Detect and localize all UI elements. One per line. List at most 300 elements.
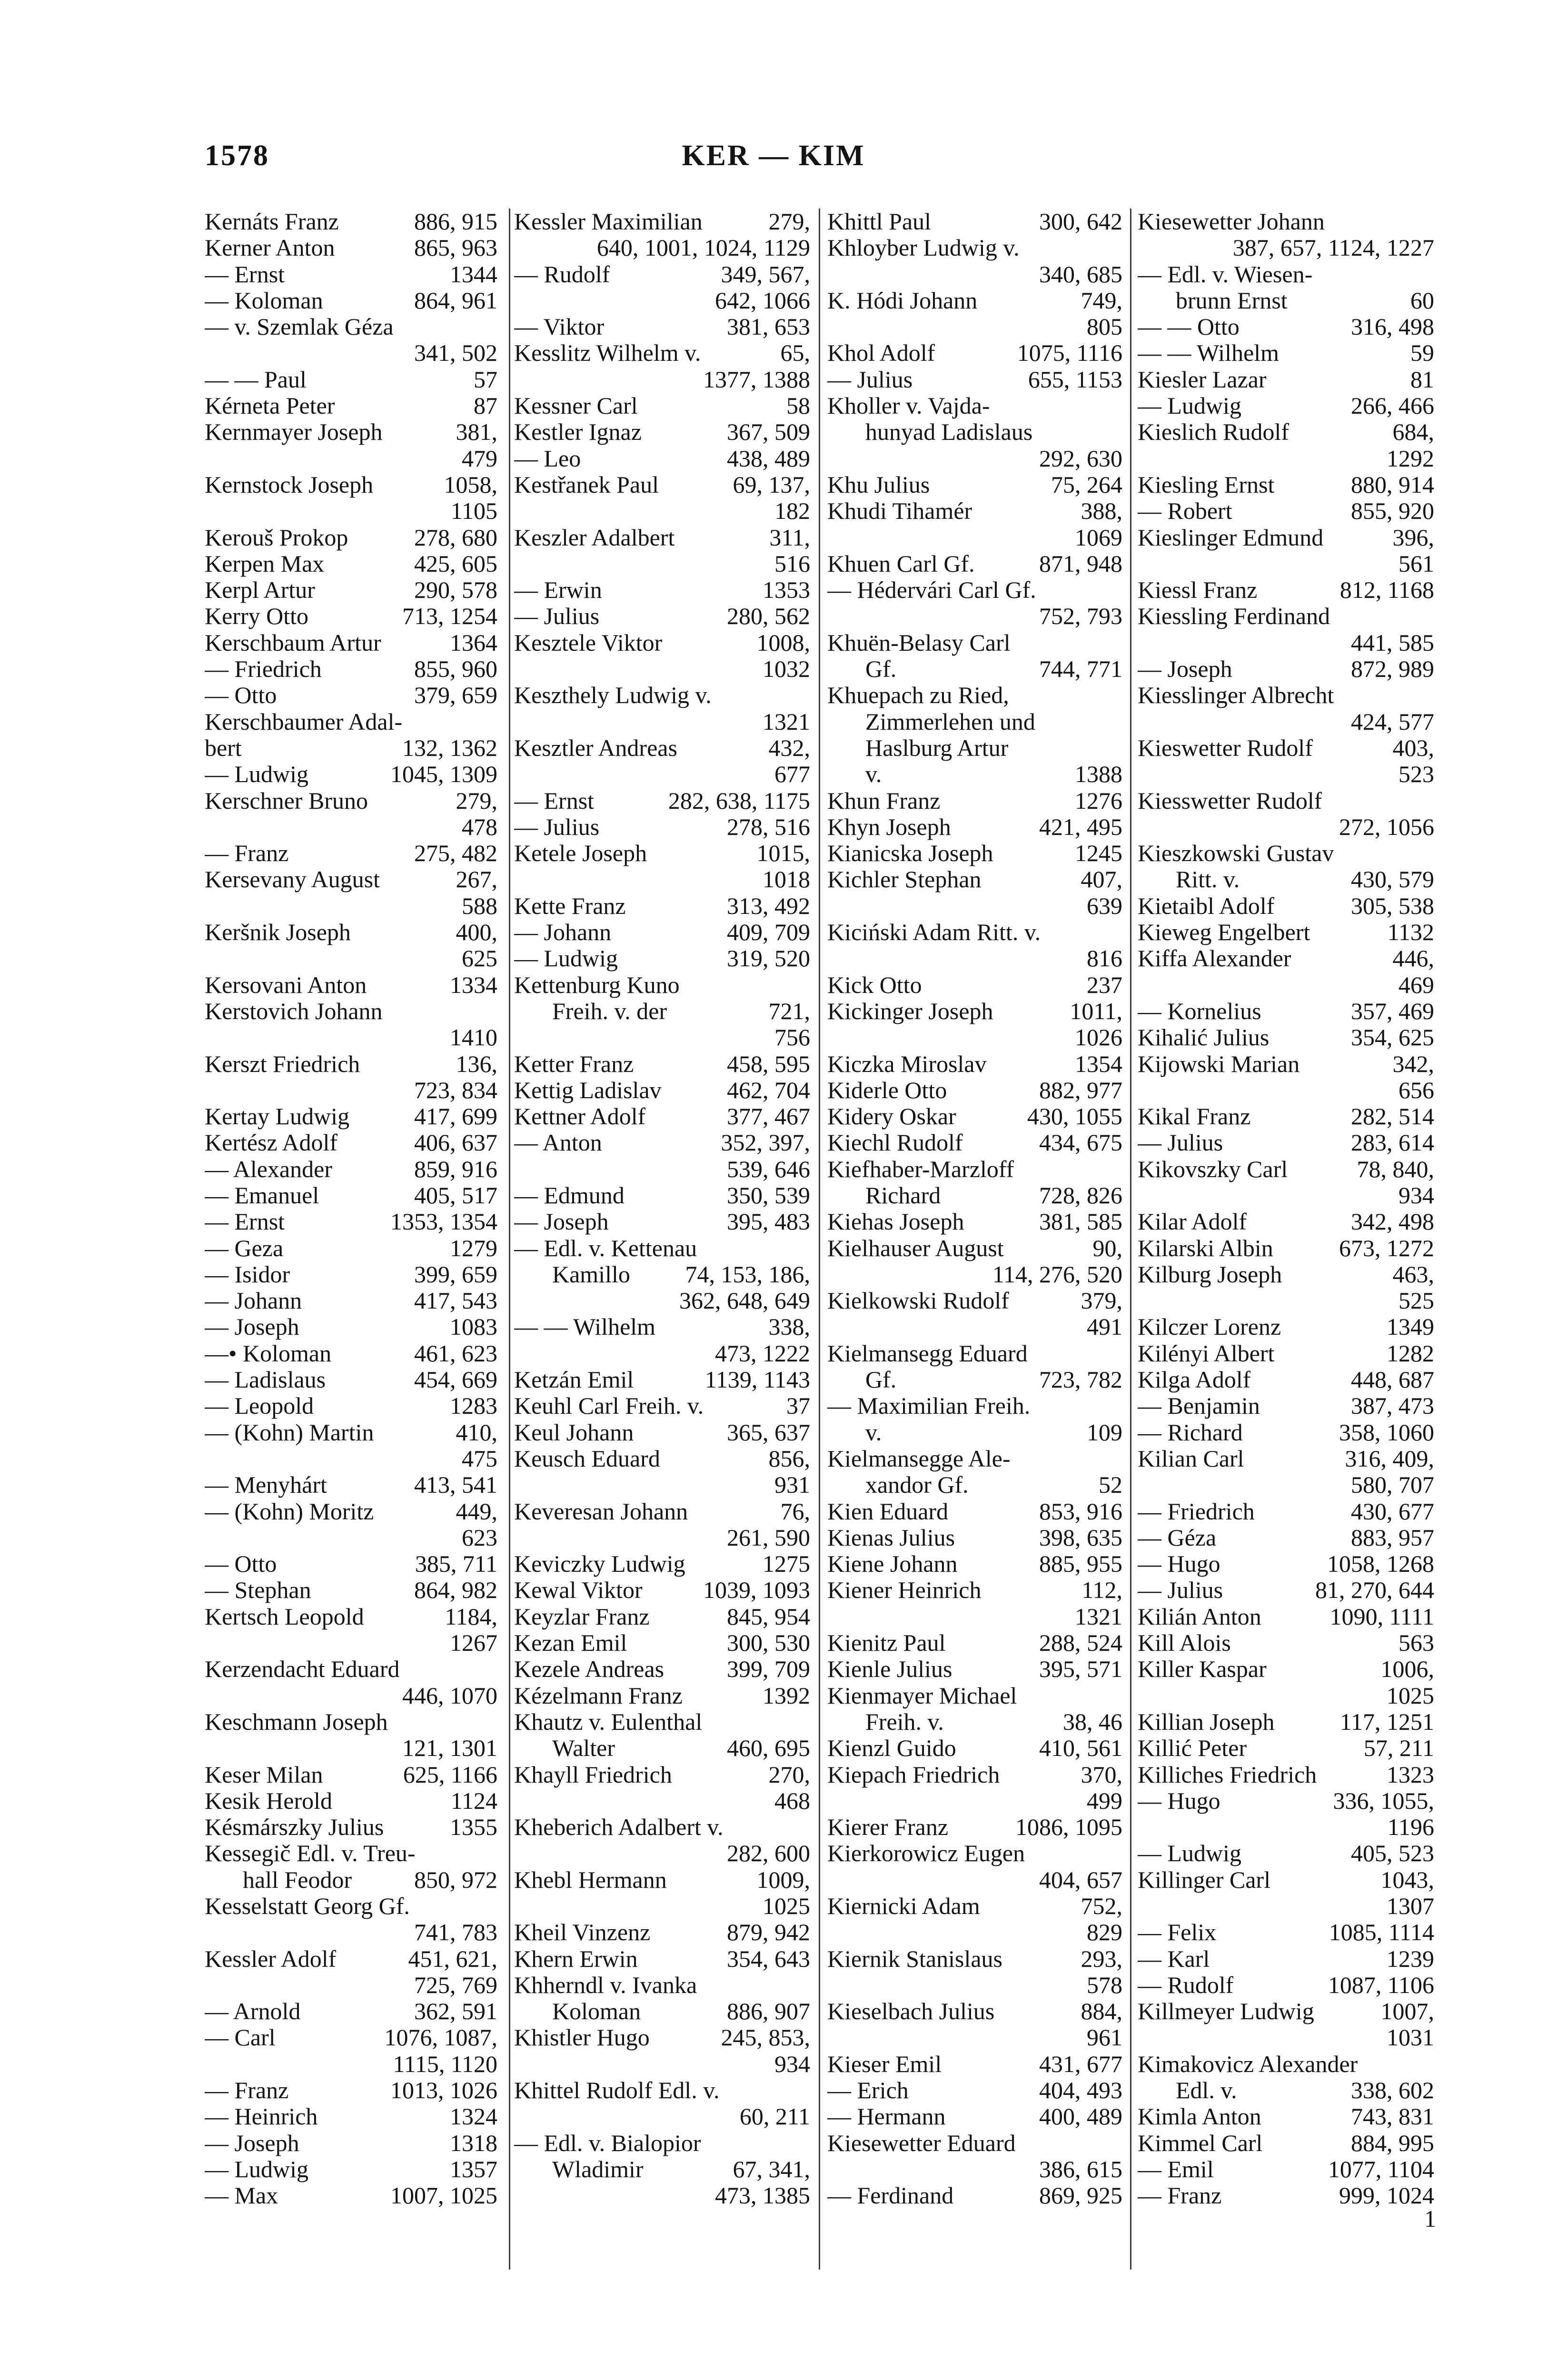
index-entry bbox=[514, 340, 810, 366]
entry-name: Kickinger Joseph bbox=[827, 998, 993, 1024]
entry-page-refs: 358, 1060 bbox=[1339, 1419, 1434, 1446]
index-entry bbox=[205, 261, 497, 288]
index-entry bbox=[1138, 2051, 1434, 2077]
entry-page-refs: 1031 bbox=[1387, 2024, 1434, 2051]
entry-name: — Leo bbox=[514, 445, 581, 472]
entry-page-refs: 639 bbox=[1087, 892, 1122, 919]
entry-name: — Friedrich bbox=[205, 656, 322, 683]
index-entry bbox=[205, 1577, 497, 1603]
entry-page-refs: 1090, 1111 bbox=[1329, 1603, 1434, 1630]
entry-name: —• Koloman bbox=[205, 1340, 332, 1367]
entry-page-refs: 413, 541 bbox=[414, 1472, 497, 1498]
index-entry bbox=[1138, 1077, 1434, 1103]
index-entry bbox=[827, 1577, 1122, 1603]
entry-name: — Isidor bbox=[205, 1261, 290, 1288]
index-entry bbox=[827, 1840, 1122, 1866]
entry-page-refs: 539, 646 bbox=[727, 1156, 810, 1182]
column-rule bbox=[1130, 208, 1131, 2270]
entry-name: — Géza bbox=[1138, 1524, 1217, 1551]
entry-name: Kezan Emil bbox=[514, 1630, 627, 1656]
entry-name: Kerry Otto bbox=[205, 603, 308, 630]
entry-name: — Emanuel bbox=[205, 1182, 319, 1209]
index-entry bbox=[1138, 1367, 1434, 1393]
entry-name: Kesztele Viktor bbox=[514, 629, 663, 656]
entry-name: — Heinrich bbox=[205, 2103, 318, 2130]
index-entry bbox=[1138, 1814, 1434, 1840]
index-entry bbox=[205, 1683, 497, 1709]
entry-page-refs: 379, 659 bbox=[414, 682, 497, 709]
index-entry bbox=[1138, 1604, 1434, 1630]
entry-page-refs: 880, 914 bbox=[1351, 471, 1434, 498]
entry-page-refs: 864, 982 bbox=[414, 1577, 497, 1604]
entry-page-refs: 377, 467 bbox=[727, 1103, 810, 1130]
entry-page-refs: 362, 591 bbox=[414, 1998, 497, 2025]
index-entry bbox=[514, 1314, 810, 1340]
index-entry bbox=[514, 208, 810, 235]
entry-page-refs: 812, 1168 bbox=[1339, 577, 1434, 604]
entry-name: Keszler Adalbert bbox=[514, 524, 675, 551]
entry-page-refs: 1283 bbox=[450, 1393, 497, 1419]
index-entry bbox=[514, 472, 810, 498]
index-entry bbox=[514, 314, 810, 340]
index-entry bbox=[205, 814, 497, 840]
entry-name: Kerschner Bruno bbox=[205, 787, 368, 814]
entry-page-refs: 280, 562 bbox=[727, 603, 810, 630]
index-entry bbox=[514, 1446, 810, 1472]
entry-page-refs: 58 bbox=[786, 393, 810, 419]
entry-page-refs: 1292 bbox=[1387, 445, 1434, 472]
index-entry bbox=[205, 1788, 497, 1814]
entry-page-refs: 523 bbox=[1398, 761, 1434, 788]
index-entry bbox=[1138, 2077, 1434, 2103]
index-entry bbox=[514, 761, 810, 787]
entry-page-refs: 462, 704 bbox=[727, 1077, 810, 1103]
entry-page-refs: 1043, bbox=[1380, 1866, 1434, 1893]
entry-name: Kienas Julius bbox=[827, 1524, 955, 1551]
index-entry bbox=[1138, 419, 1434, 445]
entry-name: Koloman bbox=[552, 1998, 641, 2025]
entry-name: Kietaibl Adolf bbox=[1138, 892, 1275, 919]
entry-page-refs: 87 bbox=[474, 393, 497, 419]
entry-page-refs: 864, 961 bbox=[414, 287, 497, 314]
index-entry bbox=[205, 208, 497, 235]
entry-name: — Edl. v. Bialopior bbox=[514, 2130, 701, 2156]
entry-page-refs: 1239 bbox=[1387, 1945, 1434, 1972]
entry-page-refs: 316, 498 bbox=[1351, 314, 1434, 340]
index-entry bbox=[1138, 1340, 1434, 1367]
entry-name: Kiesewetter Johann bbox=[1138, 208, 1325, 235]
entry-name: — Franz bbox=[205, 840, 289, 867]
index-entry bbox=[205, 1604, 497, 1630]
entry-name: — Ernst bbox=[205, 261, 285, 288]
entry-page-refs: 395, 483 bbox=[727, 1209, 810, 1235]
index-entry bbox=[1138, 1656, 1434, 1682]
index-entry bbox=[514, 1683, 810, 1709]
entry-page-refs: 288, 524 bbox=[1039, 1630, 1122, 1656]
index-entry bbox=[1138, 1919, 1434, 1945]
entry-page-refs: 934 bbox=[774, 2051, 810, 2077]
entry-page-refs: 673, 1272 bbox=[1339, 1235, 1434, 1261]
entry-page-refs: 278, 516 bbox=[727, 813, 810, 840]
entry-name: Kezele Andreas bbox=[514, 1656, 664, 1683]
entry-page-refs: 430, 579 bbox=[1351, 866, 1434, 893]
entry-name: Kiesling Ernst bbox=[1138, 471, 1275, 498]
entry-name: Khherndl v. Ivanka bbox=[514, 1972, 697, 1998]
index-entry bbox=[205, 1762, 497, 1788]
entry-page-refs: 1025 bbox=[763, 1893, 810, 1919]
index-entry bbox=[1138, 603, 1434, 629]
entry-page-refs: 749, bbox=[1081, 287, 1122, 314]
entry-name: Kettenburg Kuno bbox=[514, 972, 680, 998]
index-entry bbox=[1138, 446, 1434, 472]
entry-name: Kiene Johann bbox=[827, 1551, 958, 1577]
entry-page-refs: 1058, bbox=[444, 471, 497, 498]
entry-name: Kersovani Anton bbox=[205, 972, 367, 998]
entry-page-refs: 516 bbox=[774, 550, 810, 577]
index-entry bbox=[205, 1393, 497, 1419]
index-entry bbox=[514, 498, 810, 524]
index-entry bbox=[514, 1340, 810, 1367]
index-entry bbox=[827, 1630, 1122, 1656]
index-entry bbox=[827, 1998, 1122, 2024]
entry-page-refs: 407, bbox=[1081, 866, 1122, 893]
index-entry bbox=[514, 1156, 810, 1182]
entry-page-refs: 449, bbox=[456, 1498, 497, 1525]
index-entry bbox=[205, 2024, 497, 2051]
index-entry bbox=[514, 945, 810, 972]
index-entry bbox=[205, 419, 497, 445]
entry-name: — Rudolf bbox=[514, 261, 610, 288]
entry-name: Khautz v. Eulenthal bbox=[514, 1708, 703, 1735]
entry-page-refs: 37 bbox=[786, 1393, 810, 1419]
index-entry bbox=[827, 498, 1122, 524]
index-entry bbox=[514, 893, 810, 919]
entry-name: — Ernst bbox=[205, 1209, 285, 1235]
entry-page-refs: 578 bbox=[1087, 1972, 1122, 1998]
entry-name: Kheberich Adalbert v. bbox=[514, 1814, 724, 1841]
entry-name: Khern Erwin bbox=[514, 1945, 638, 1972]
entry-name: bert bbox=[205, 734, 242, 761]
entry-page-refs: 677 bbox=[774, 761, 810, 788]
entry-page-refs: 441, 585 bbox=[1351, 629, 1434, 656]
entry-name: Kesztler Andreas bbox=[514, 734, 677, 761]
entry-name: Kerstovich Johann bbox=[205, 998, 383, 1024]
entry-name: Kieselbach Julius bbox=[827, 1998, 995, 2025]
index-entry bbox=[1138, 2103, 1434, 2130]
entry-name: Ketter Franz bbox=[514, 1051, 634, 1077]
index-entry bbox=[205, 682, 497, 708]
entry-name: — Otto bbox=[205, 1551, 277, 1577]
index-entry bbox=[514, 998, 810, 1024]
index-entry bbox=[1138, 577, 1434, 603]
index-entry bbox=[1138, 788, 1434, 814]
index-entry bbox=[205, 1024, 497, 1051]
index-entry bbox=[514, 1919, 810, 1945]
entry-page-refs: 1045, 1309 bbox=[390, 761, 497, 788]
entry-name: — Joseph bbox=[205, 1314, 299, 1340]
entry-name: — Edl. v. Wiesen- bbox=[1138, 261, 1313, 288]
entry-page-refs: 430, 1055 bbox=[1027, 1103, 1122, 1130]
entry-name: — Julius bbox=[1138, 1577, 1223, 1604]
entry-name: — Joseph bbox=[514, 1209, 609, 1235]
index-entry bbox=[205, 2103, 497, 2130]
index-entry bbox=[1138, 288, 1434, 314]
index-entry bbox=[514, 1604, 810, 1630]
index-entry bbox=[205, 446, 497, 472]
index-entry bbox=[514, 788, 810, 814]
entry-page-refs: 1357 bbox=[450, 2156, 497, 2182]
index-entry bbox=[205, 1419, 497, 1446]
entry-page-refs: 1085, 1114 bbox=[1329, 1919, 1434, 1946]
entry-name: Kessler Maximilian bbox=[514, 208, 703, 235]
entry-name: Kewal Viktor bbox=[514, 1577, 643, 1604]
entry-page-refs: 1334 bbox=[450, 972, 497, 998]
entry-name: Kikovszky Carl bbox=[1138, 1156, 1288, 1182]
entry-name: — Ludwig bbox=[205, 2156, 309, 2182]
entry-name: — Erwin bbox=[514, 577, 602, 604]
entry-page-refs: 279, bbox=[456, 787, 497, 814]
entry-page-refs: 438, 489 bbox=[727, 445, 810, 472]
entry-page-refs: 340, 685 bbox=[1039, 261, 1122, 288]
index-entry bbox=[1138, 2024, 1434, 2051]
index-entry bbox=[827, 2024, 1122, 2051]
index-entry bbox=[1138, 998, 1434, 1024]
entry-name: xandor Gf. bbox=[865, 1472, 969, 1498]
index-entry bbox=[1138, 1314, 1434, 1340]
entry-page-refs: 65, bbox=[780, 340, 810, 367]
entry-page-refs: 76, bbox=[780, 1498, 810, 1525]
entry-page-refs: 461, 623 bbox=[414, 1340, 497, 1367]
index-entry bbox=[1138, 208, 1434, 235]
entry-name: — Ludwig bbox=[514, 945, 618, 972]
index-entry bbox=[514, 261, 810, 288]
entry-page-refs: 349, 567, bbox=[721, 261, 810, 288]
entry-page-refs: 1279 bbox=[450, 1235, 497, 1261]
entry-name: — — Wilhelm bbox=[514, 1314, 656, 1340]
index-entry bbox=[827, 1709, 1122, 1735]
index-entry bbox=[205, 2077, 497, 2103]
index-entry bbox=[514, 603, 810, 629]
index-entry bbox=[514, 2156, 810, 2182]
index-entry bbox=[827, 761, 1122, 787]
entry-page-refs: 886, 915 bbox=[414, 208, 497, 235]
entry-name: Khloyber Ludwig v. bbox=[827, 235, 1020, 261]
entry-page-refs: 409, 709 bbox=[727, 919, 810, 946]
entry-page-refs: 1011, bbox=[1070, 998, 1122, 1024]
entry-name: Kamillo bbox=[552, 1261, 630, 1288]
entry-page-refs: 182 bbox=[774, 498, 810, 525]
index-entry bbox=[205, 735, 497, 761]
entry-name: — — Wilhelm bbox=[1138, 340, 1279, 367]
entry-page-refs: 403, bbox=[1392, 734, 1434, 761]
index-entry bbox=[827, 1893, 1122, 1919]
entry-page-refs: 367, 509 bbox=[727, 419, 810, 446]
index-entry bbox=[1138, 814, 1434, 840]
entry-name: — Hugo bbox=[1138, 1551, 1220, 1577]
index-entry bbox=[205, 866, 497, 892]
entry-page-refs: 350, 539 bbox=[727, 1182, 810, 1209]
entry-page-refs: 432, bbox=[768, 734, 810, 761]
entry-page-refs: 725, 769 bbox=[414, 1972, 497, 1998]
index-entry bbox=[514, 1393, 810, 1419]
entry-page-refs: 845, 954 bbox=[727, 1603, 810, 1630]
index-entry bbox=[205, 1235, 497, 1261]
index-entry bbox=[205, 1367, 497, 1393]
index-entry bbox=[205, 393, 497, 419]
entry-page-refs: 354, 643 bbox=[727, 1945, 810, 1972]
index-entry bbox=[205, 1893, 497, 1919]
entry-page-refs: 1196 bbox=[1387, 1814, 1434, 1841]
entry-page-refs: 370, bbox=[1081, 1761, 1122, 1788]
index-entry bbox=[827, 577, 1122, 603]
entry-name: Keusch Eduard bbox=[514, 1445, 660, 1472]
entry-page-refs: 713, 1254 bbox=[402, 603, 497, 630]
entry-page-refs: 279, bbox=[768, 208, 810, 235]
index-entry bbox=[514, 2130, 810, 2156]
entry-name: — Robert bbox=[1138, 498, 1232, 525]
entry-name: Kerpen Max bbox=[205, 550, 325, 577]
entry-page-refs: 479 bbox=[462, 445, 497, 472]
index-entry bbox=[827, 1472, 1122, 1498]
entry-name: Kilian Carl bbox=[1138, 1445, 1244, 1472]
index-entry bbox=[205, 1946, 497, 1972]
index-entry bbox=[1138, 1103, 1434, 1130]
entry-name: v. bbox=[865, 761, 882, 788]
index-entry bbox=[1138, 367, 1434, 393]
index-entry bbox=[1138, 1762, 1434, 1788]
index-entry bbox=[1138, 735, 1434, 761]
entry-page-refs: 723, 782 bbox=[1039, 1367, 1122, 1393]
entry-name: K. Hódi Johann bbox=[827, 287, 978, 314]
entry-name: hunyad Ladislaus bbox=[865, 419, 1033, 446]
index-entry bbox=[827, 2077, 1122, 2103]
index-entry bbox=[205, 709, 497, 735]
index-entry bbox=[827, 1867, 1122, 1893]
index-entry bbox=[514, 1656, 810, 1682]
entry-name: Kernmayer Joseph bbox=[205, 419, 383, 446]
index-entry bbox=[827, 314, 1122, 340]
entry-page-refs: 882, 977 bbox=[1039, 1077, 1122, 1103]
index-entry bbox=[1138, 1867, 1434, 1893]
entry-page-refs: 1013, 1026 bbox=[390, 2077, 497, 2104]
entry-page-refs: 446, 1070 bbox=[402, 1682, 497, 1709]
entry-page-refs: 623 bbox=[462, 1524, 497, 1551]
index-entry bbox=[827, 288, 1122, 314]
entry-page-refs: 1324 bbox=[450, 2103, 497, 2130]
entry-name: Khistler Hugo bbox=[514, 2024, 650, 2051]
entry-name: Kessner Carl bbox=[514, 393, 638, 419]
entry-page-refs: 1392 bbox=[763, 1682, 810, 1709]
entry-name: Kernstock Joseph bbox=[205, 471, 374, 498]
entry-page-refs: 525 bbox=[1398, 1288, 1434, 1314]
entry-page-refs: 1115, 1120 bbox=[393, 2051, 497, 2077]
entry-page-refs: 855, 960 bbox=[414, 656, 497, 683]
entry-name: Keul Johann bbox=[514, 1419, 634, 1446]
index-entry bbox=[827, 1209, 1122, 1235]
entry-page-refs: 278, 680 bbox=[414, 524, 497, 551]
index-entry bbox=[514, 682, 810, 708]
entry-page-refs: 261, 590 bbox=[727, 1524, 810, 1551]
entry-name: Kestler Ignaz bbox=[514, 419, 642, 446]
entry-page-refs: 275, 482 bbox=[414, 840, 497, 867]
index-entry bbox=[827, 472, 1122, 498]
entry-name: — Geza bbox=[205, 1235, 284, 1261]
entry-page-refs: 1008, bbox=[756, 629, 810, 656]
entry-name: Kheil Vinzenz bbox=[514, 1919, 651, 1946]
page-number: 1578 bbox=[205, 139, 269, 172]
entry-name: Khuën-Belasy Carl bbox=[827, 629, 1011, 656]
entry-page-refs: 1139, 1143 bbox=[704, 1367, 810, 1393]
entry-name: Keuhl Carl Freih. v. bbox=[514, 1393, 704, 1419]
entry-name: — Kornelius bbox=[1138, 998, 1261, 1024]
index-entry bbox=[205, 288, 497, 314]
entry-name: Kiesler Lazar bbox=[1138, 366, 1267, 393]
entry-page-refs: 1245 bbox=[1075, 840, 1122, 867]
entry-page-refs: 336, 1055, bbox=[1333, 1787, 1434, 1814]
index-entry bbox=[1138, 1840, 1434, 1866]
entry-name: — Edmund bbox=[514, 1182, 625, 1209]
index-entry bbox=[827, 1762, 1122, 1788]
index-entry bbox=[514, 393, 810, 419]
entry-name: Kholler v. Vajda- bbox=[827, 393, 990, 419]
entry-name: Kersevany August bbox=[205, 866, 380, 893]
entry-page-refs: 1132 bbox=[1387, 919, 1434, 946]
entry-page-refs: 388, bbox=[1081, 498, 1122, 525]
entry-page-refs: 1083 bbox=[450, 1314, 497, 1340]
entry-page-refs: 1410 bbox=[450, 1024, 497, 1051]
entry-page-refs: 743, 831 bbox=[1351, 2103, 1434, 2130]
entry-name: Keršnik Joseph bbox=[205, 919, 351, 946]
index-entry bbox=[205, 1130, 497, 1156]
index-entry bbox=[205, 1867, 497, 1893]
index-entry bbox=[514, 2024, 810, 2051]
entry-name: — Ludwig bbox=[205, 761, 309, 788]
entry-page-refs: 237 bbox=[1087, 972, 1122, 998]
index-entry bbox=[205, 630, 497, 656]
entry-name: — Rudolf bbox=[1138, 1972, 1234, 1998]
entry-name: — Joseph bbox=[1138, 656, 1232, 683]
entry-name: Kilényi Albert bbox=[1138, 1340, 1275, 1367]
index-entry bbox=[827, 656, 1122, 682]
entry-page-refs: 292, 630 bbox=[1039, 445, 1122, 472]
index-entry bbox=[1138, 1024, 1434, 1051]
entry-name: — Alexander bbox=[205, 1156, 332, 1182]
entry-name: Keyzlar Franz bbox=[514, 1603, 650, 1630]
footer-mark: 1 bbox=[1424, 2205, 1436, 2232]
entry-name: Freih. v. der bbox=[552, 998, 667, 1024]
index-entry bbox=[827, 1182, 1122, 1209]
entry-page-refs: 90, bbox=[1092, 1235, 1122, 1261]
entry-page-refs: 829 bbox=[1087, 1919, 1122, 1946]
index-entry bbox=[1138, 1946, 1434, 1972]
entry-page-refs: 934 bbox=[1398, 1182, 1434, 1209]
index-entry bbox=[205, 1314, 497, 1340]
entry-name: Kiehas Joseph bbox=[827, 1209, 964, 1235]
entry-name: Kiessl Franz bbox=[1138, 577, 1258, 604]
index-entry bbox=[514, 1972, 810, 1998]
entry-page-refs: 563 bbox=[1398, 1630, 1434, 1656]
index-entry bbox=[514, 1419, 810, 1446]
index-entry bbox=[827, 1446, 1122, 1472]
index-entry bbox=[827, 446, 1122, 472]
index-entry bbox=[205, 1998, 497, 2024]
entry-name: Killinger Carl bbox=[1138, 1866, 1271, 1893]
entry-page-refs: 655, 1153 bbox=[1028, 366, 1122, 393]
entry-name: Kieswetter Rudolf bbox=[1138, 734, 1313, 761]
index-entry bbox=[514, 2051, 810, 2077]
index-column-2 bbox=[514, 208, 810, 2270]
entry-page-refs: 1282 bbox=[1387, 1340, 1434, 1367]
